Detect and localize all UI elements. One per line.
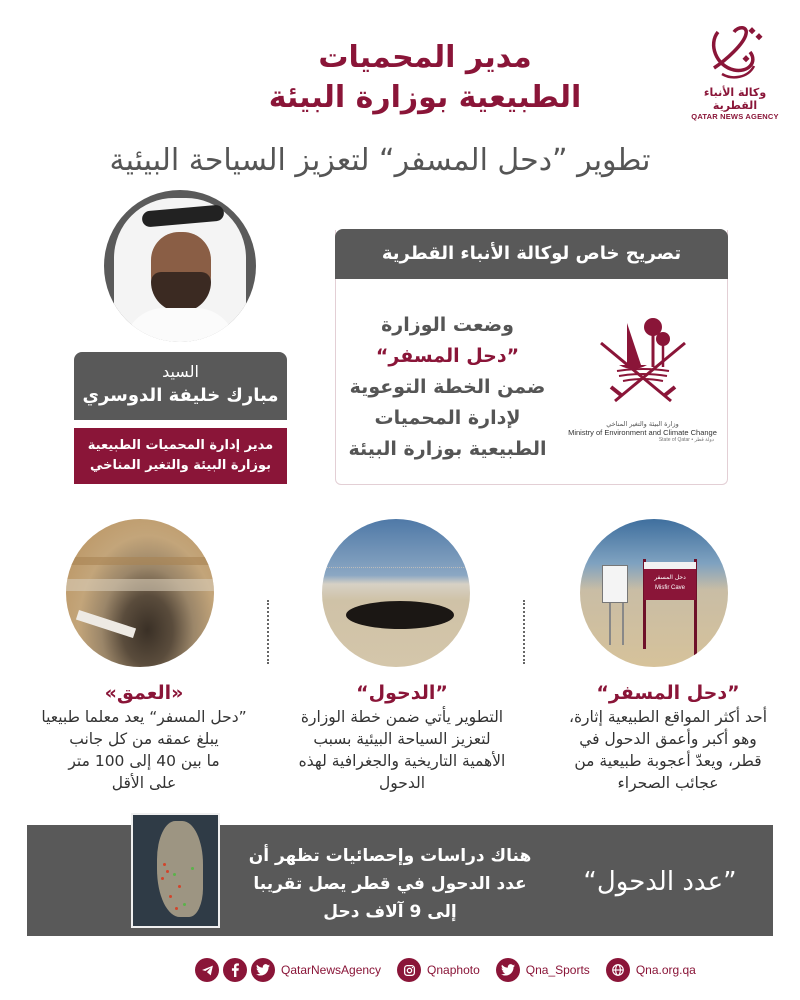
ministry-name-en: Ministry of Environment and Climate Change [568, 428, 717, 437]
facebook-icon[interactable] [223, 958, 247, 982]
statement-text [345, 310, 550, 465]
column-line: أحد أكثر المواقع الطبيعية إثارة، [568, 708, 768, 726]
sign-text-ar: دحل المسفر [654, 574, 686, 581]
banner-line: إلى 9 آلاف دحل [323, 902, 457, 922]
sports-twitter-link[interactable]: Qna_Sports [525, 963, 590, 977]
globe-icon[interactable] [606, 958, 630, 982]
person-role-line-2: بوزارة البيئة والتغير المناخي [89, 458, 272, 473]
person-role-line-1: مدير إدارة المحميات الطبيعية [87, 438, 274, 453]
qna-name-en: QATAR NEWS AGENCY [691, 112, 779, 121]
role-box [74, 428, 287, 484]
title-line-2: الطبيعية بوزارة البيئة [268, 80, 582, 115]
instagram-handle-link[interactable]: Qnaphoto [427, 963, 480, 977]
statement-line: لإدارة المحميات [374, 407, 521, 429]
banner-title: ”عدد الدحول“ [583, 867, 737, 897]
name-box [74, 352, 287, 420]
column-line: لتعزيز السياحة البيئية بسبب [313, 730, 491, 748]
page-title [240, 38, 610, 118]
cave-depth-photo [66, 519, 214, 667]
person-honorific: السيد [162, 362, 199, 381]
column-line: الدحول [378, 774, 425, 792]
column-sinkholes [282, 680, 522, 794]
banner-line: عدد الدحول في قطر يصل تقريبا [253, 874, 527, 894]
column-line: يبلغ عمقه من كل جانب [69, 730, 219, 748]
ministry-state: State of Qatar • دولة قطر [658, 437, 714, 443]
qatar-sinkholes-map [131, 813, 220, 928]
qna-name-ar: وكالة الأنباء القطرية [703, 86, 767, 112]
social-footer [195, 956, 696, 984]
column-line: ما بين 40 إلى 100 متر [68, 752, 220, 770]
column-line: عجائب الصحراء [617, 774, 719, 792]
column-line: على الأقل [111, 774, 177, 792]
statement-bar: تصريح خاص لوكالة الأنباء القطرية [335, 229, 728, 279]
banner-text [235, 842, 545, 926]
twitter-handle-link[interactable]: QatarNewsAgency [281, 963, 382, 977]
column-heading: «العمق» [104, 682, 184, 704]
qna-logo-icon [704, 22, 766, 84]
statement-highlight: ”دحل المسفر“ [375, 345, 520, 367]
column-divider [523, 600, 525, 664]
column-line: الأهمية التاريخية والجغرافية لهذه [298, 752, 506, 770]
column-line: وهو أكبر وأعمق الدحول في [579, 730, 757, 748]
ministry-emblem-icon [593, 315, 693, 410]
banner-line: هناك دراسات وإحصائيات تظهر أن [248, 846, 532, 866]
qna-logo [680, 22, 790, 120]
person-name: مبارك خليفة الدوسري [82, 385, 279, 406]
subtitle: تطوير ”دحل المسفر“ لتعزيز السياحة البيئية [109, 143, 651, 178]
telegram-icon[interactable] [195, 958, 219, 982]
column-depth [24, 680, 264, 794]
column-line: ”دحل المسفر“ يعد معلما طبيعيا [41, 708, 247, 726]
instagram-icon[interactable] [397, 958, 421, 982]
sign-text-en: Misfir Cave [654, 585, 685, 591]
column-divider [267, 600, 269, 664]
ministry-logo [565, 315, 720, 455]
statement-line: وضعت الوزارة [381, 314, 514, 336]
ministry-name-ar: وزارة البيئة والتغير المناخي [606, 420, 679, 428]
twitter-icon[interactable] [251, 958, 275, 982]
column-line: التطوير يأتي ضمن خطة الوزارة [300, 708, 504, 726]
twitter-icon[interactable] [496, 958, 520, 982]
website-link[interactable]: Qna.org.qa [635, 963, 696, 977]
sinkhole-photo [322, 519, 470, 667]
misfir-cave-sign-photo [580, 519, 728, 667]
statement-line: ضمن الخطة التوعوية [349, 376, 546, 398]
title-line-1: مدير المحميات [318, 40, 532, 75]
portrait-photo [104, 190, 256, 342]
column-misfir [548, 680, 788, 794]
column-heading: ”دحل المسفر“ [596, 682, 740, 704]
statement-line: الطبيعية بوزارة البيئة [348, 438, 547, 460]
column-line: قطر، ويعدّ أعجوبة طبيعية من [574, 752, 762, 770]
column-heading: ”الدحول“ [356, 682, 448, 704]
